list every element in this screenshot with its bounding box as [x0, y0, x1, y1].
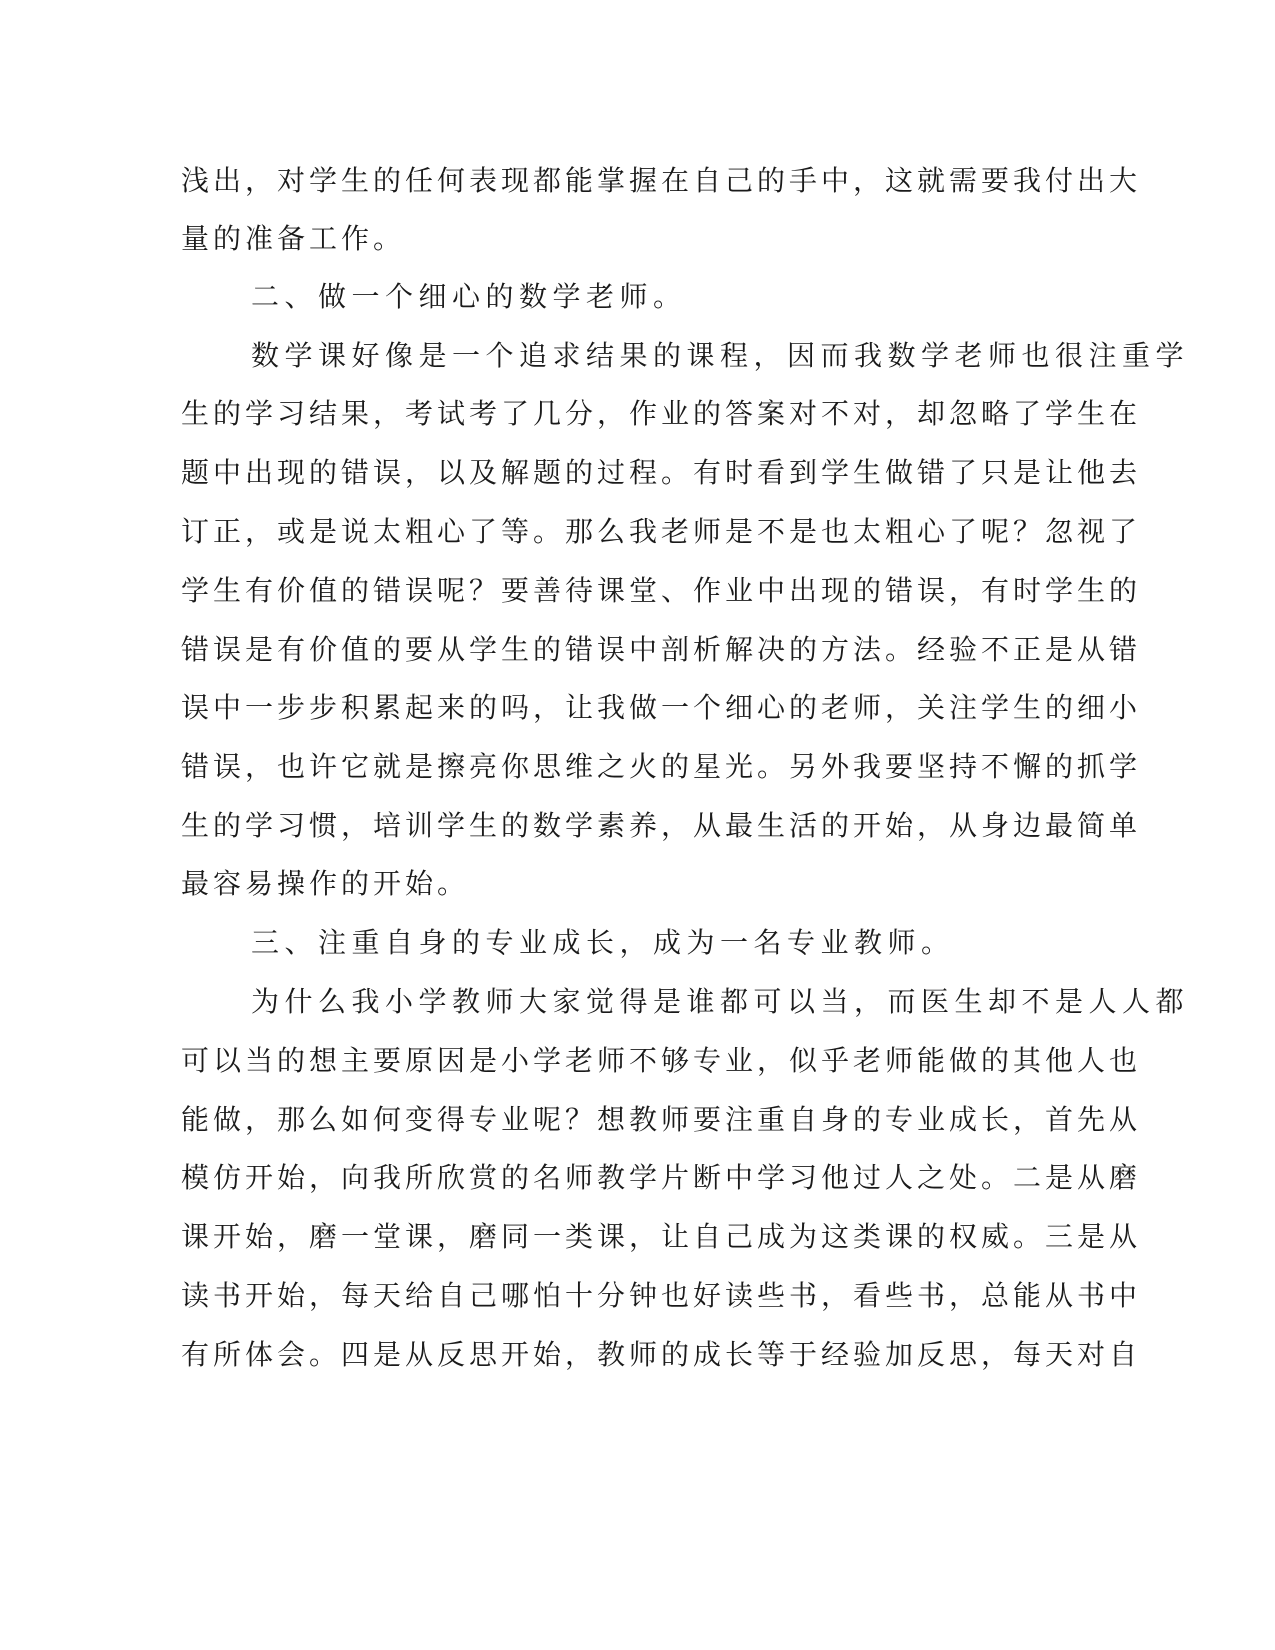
text-line: 数学课好像是一个追求结果的课程，因而我数学老师也很注重学 [251, 339, 1190, 372]
text-line: 最容易操作的开始。 [181, 867, 470, 900]
text-line: 错误是有价值的要从学生的错误中剖析解决的方法。经验不正是从错 [181, 633, 1142, 666]
section-heading: 三、注重自身的专业成长，成为一名专业教师。 [251, 926, 955, 959]
text-line: 有所体会。四是从反思开始，教师的成长等于经验加反思，每天对自 [181, 1338, 1142, 1371]
text-line: 为什么我小学教师大家觉得是谁都可以当，而医生却不是人人都 [251, 985, 1190, 1018]
text-line: 能做，那么如何变得专业呢？想教师要注重自身的专业成长，首先从 [181, 1103, 1142, 1136]
text-line: 生的学习结果，考试考了几分，作业的答案对不对，却忽略了学生在 [181, 397, 1142, 430]
text-line: 订正，或是说太粗心了等。那么我老师是不是也太粗心了呢？忽视了 [181, 515, 1142, 548]
text-line: 生的学习惯，培训学生的数学素养，从最生活的开始，从身边最简单 [181, 809, 1142, 842]
text-line: 读书开始，每天给自己哪怕十分钟也好读些书，看些书，总能从书中 [181, 1279, 1142, 1312]
text-line: 题中出现的错误，以及解题的过程。有时看到学生做错了只是让他去 [181, 456, 1142, 489]
text-line: 课开始，磨一堂课，磨同一类课，让自己成为这类课的权威。三是从 [181, 1220, 1142, 1253]
text-line: 浅出，对学生的任何表现都能掌握在自己的手中，这就需要我付出大 [181, 164, 1142, 197]
text-line: 可以当的想主要原因是小学老师不够专业，似乎老师能做的其他人也 [181, 1044, 1142, 1077]
text-line: 误中一步步积累起来的吗，让我做一个细心的老师，关注学生的细小 [181, 691, 1142, 724]
text-line: 学生有价值的错误呢？要善待课堂、作业中出现的错误，有时学生的 [181, 574, 1142, 607]
text-line: 错误，也许它就是擦亮你思维之火的星光。另外我要坚持不懈的抓学 [181, 750, 1142, 783]
section-heading: 二、做一个细心的数学老师。 [251, 280, 687, 313]
text-line: 模仿开始，向我所欣赏的名师教学片断中学习他过人之处。二是从磨 [181, 1161, 1142, 1194]
text-line: 量的准备工作。 [181, 222, 406, 255]
